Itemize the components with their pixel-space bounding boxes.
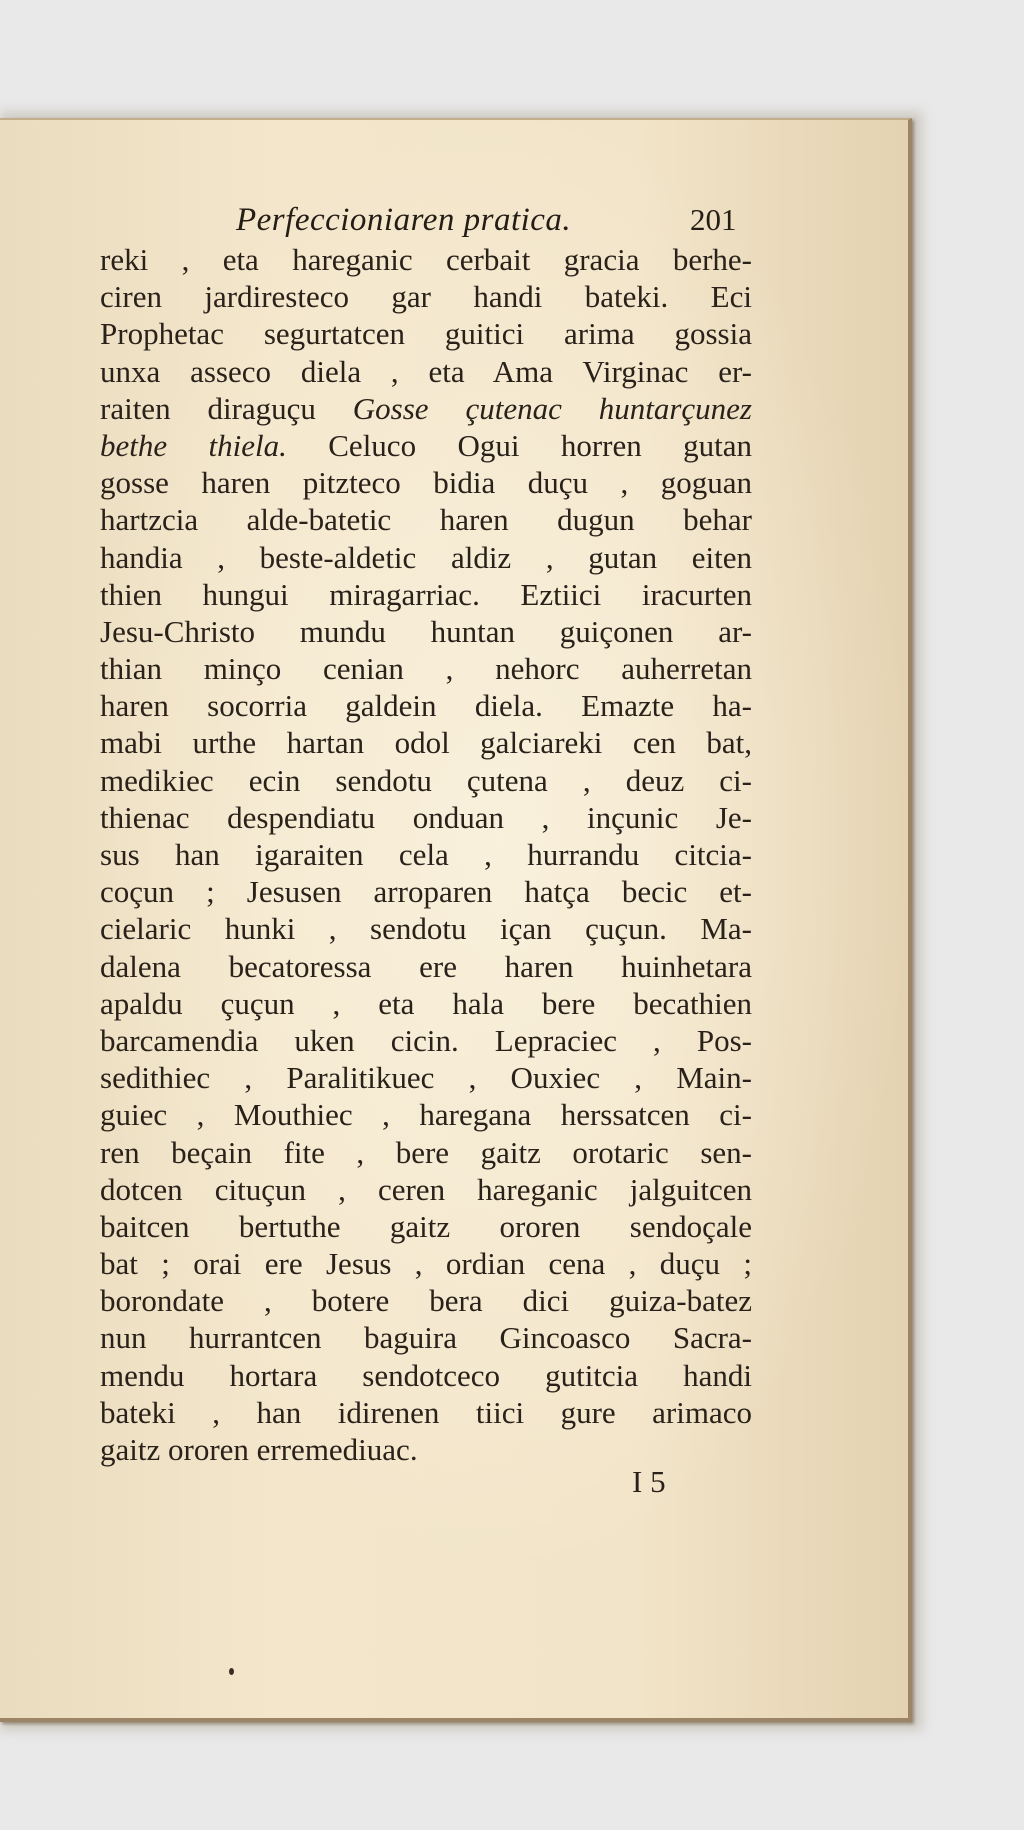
- text-line: mabi urthe hartan odol galciareki cen bat,: [100, 725, 752, 761]
- text-line: medikiec ecin sendotu çutena , deuz ci-: [100, 762, 752, 798]
- text-line: thian minço cenian , nehorc auherretan: [100, 651, 752, 687]
- running-title: Perfeccioniaren pratica.: [236, 202, 572, 238]
- text-line: bateki , han idirenen tiici gure arimaco: [100, 1394, 752, 1430]
- text-line: ren beçain fite , bere gaitz orotaric sen-: [100, 1134, 752, 1170]
- text-line: guiec , Mouthiec , haregana herssatcen ci-: [100, 1097, 752, 1133]
- text-line: haren socorria galdein diela. Emazte ha-: [100, 688, 752, 724]
- text-line: handia , beste-aldetic aldiz , gutan eiten: [100, 539, 752, 575]
- text-line: barcamendia uken cicin. Lepraciec , Pos-: [100, 1022, 752, 1058]
- text-line: hartzcia alde-batetic haren dugun behar: [100, 502, 752, 538]
- ink-speck: [229, 1668, 234, 1675]
- text-line: reki , eta hareganic cerbait gracia berhe-: [100, 242, 752, 277]
- text-line: dalena becatoressa ere haren huinhetara: [100, 948, 752, 984]
- text-line: baitcen bertuthe gaitz ororen sendoçale: [100, 1208, 752, 1244]
- text-line: unxa asseco diela , eta Ama Virginac er-: [100, 353, 752, 389]
- text-line: gaitz ororen erremediuac.: [100, 1432, 418, 1467]
- text-line: apaldu çuçun , eta hala bere becathien: [100, 985, 752, 1021]
- text-line: bethe thiela. Celuco Ogui horren gutan: [100, 427, 752, 463]
- text-line: mendu hortara sendotceco gutitcia handi: [100, 1357, 752, 1393]
- text-line: thienac despendiatu onduan , inçunic Je-: [100, 799, 752, 835]
- text-line: Prophetac segurtatcen guitici arima gossia: [100, 316, 752, 352]
- page-number: 201: [690, 202, 737, 237]
- text-line: coçun ; Jesusen arroparen hatça becic et-: [100, 874, 752, 910]
- text-line: thien hungui miragarriac. Eztiici iracurten: [100, 576, 752, 612]
- body-text: [100, 241, 752, 1468]
- signature-mark: I 5: [632, 1464, 666, 1499]
- text-line: Jesu-Christo mundu huntan guiçonen ar-: [100, 613, 752, 649]
- text-line: borondate , botere bera dici guiza-batez: [100, 1283, 752, 1319]
- text-line: gosse haren pitzteco bidia duçu , goguan: [100, 465, 752, 501]
- text-line: sus han igaraiten cela , hurrandu citcia-: [100, 837, 752, 872]
- text-line: nun hurrantcen baguira Gincoasco Sacra-: [100, 1320, 752, 1356]
- text-line: raiten diraguçu Gosse çutenac huntarçunez: [100, 390, 752, 426]
- text-line: cielaric hunki , sendotu içan çuçun. Ma-: [100, 911, 752, 947]
- text-line: dotcen cituçun , ceren hareganic jalguitcen: [100, 1171, 752, 1207]
- text-line: sedithiec , Paralitikuec , Ouxiec , Main-: [100, 1060, 752, 1096]
- text-line: ciren jardiresteco gar handi bateki. Eci: [100, 279, 752, 315]
- text-line: bat ; orai ere Jesus , ordian cena , duçu ;: [100, 1246, 752, 1282]
